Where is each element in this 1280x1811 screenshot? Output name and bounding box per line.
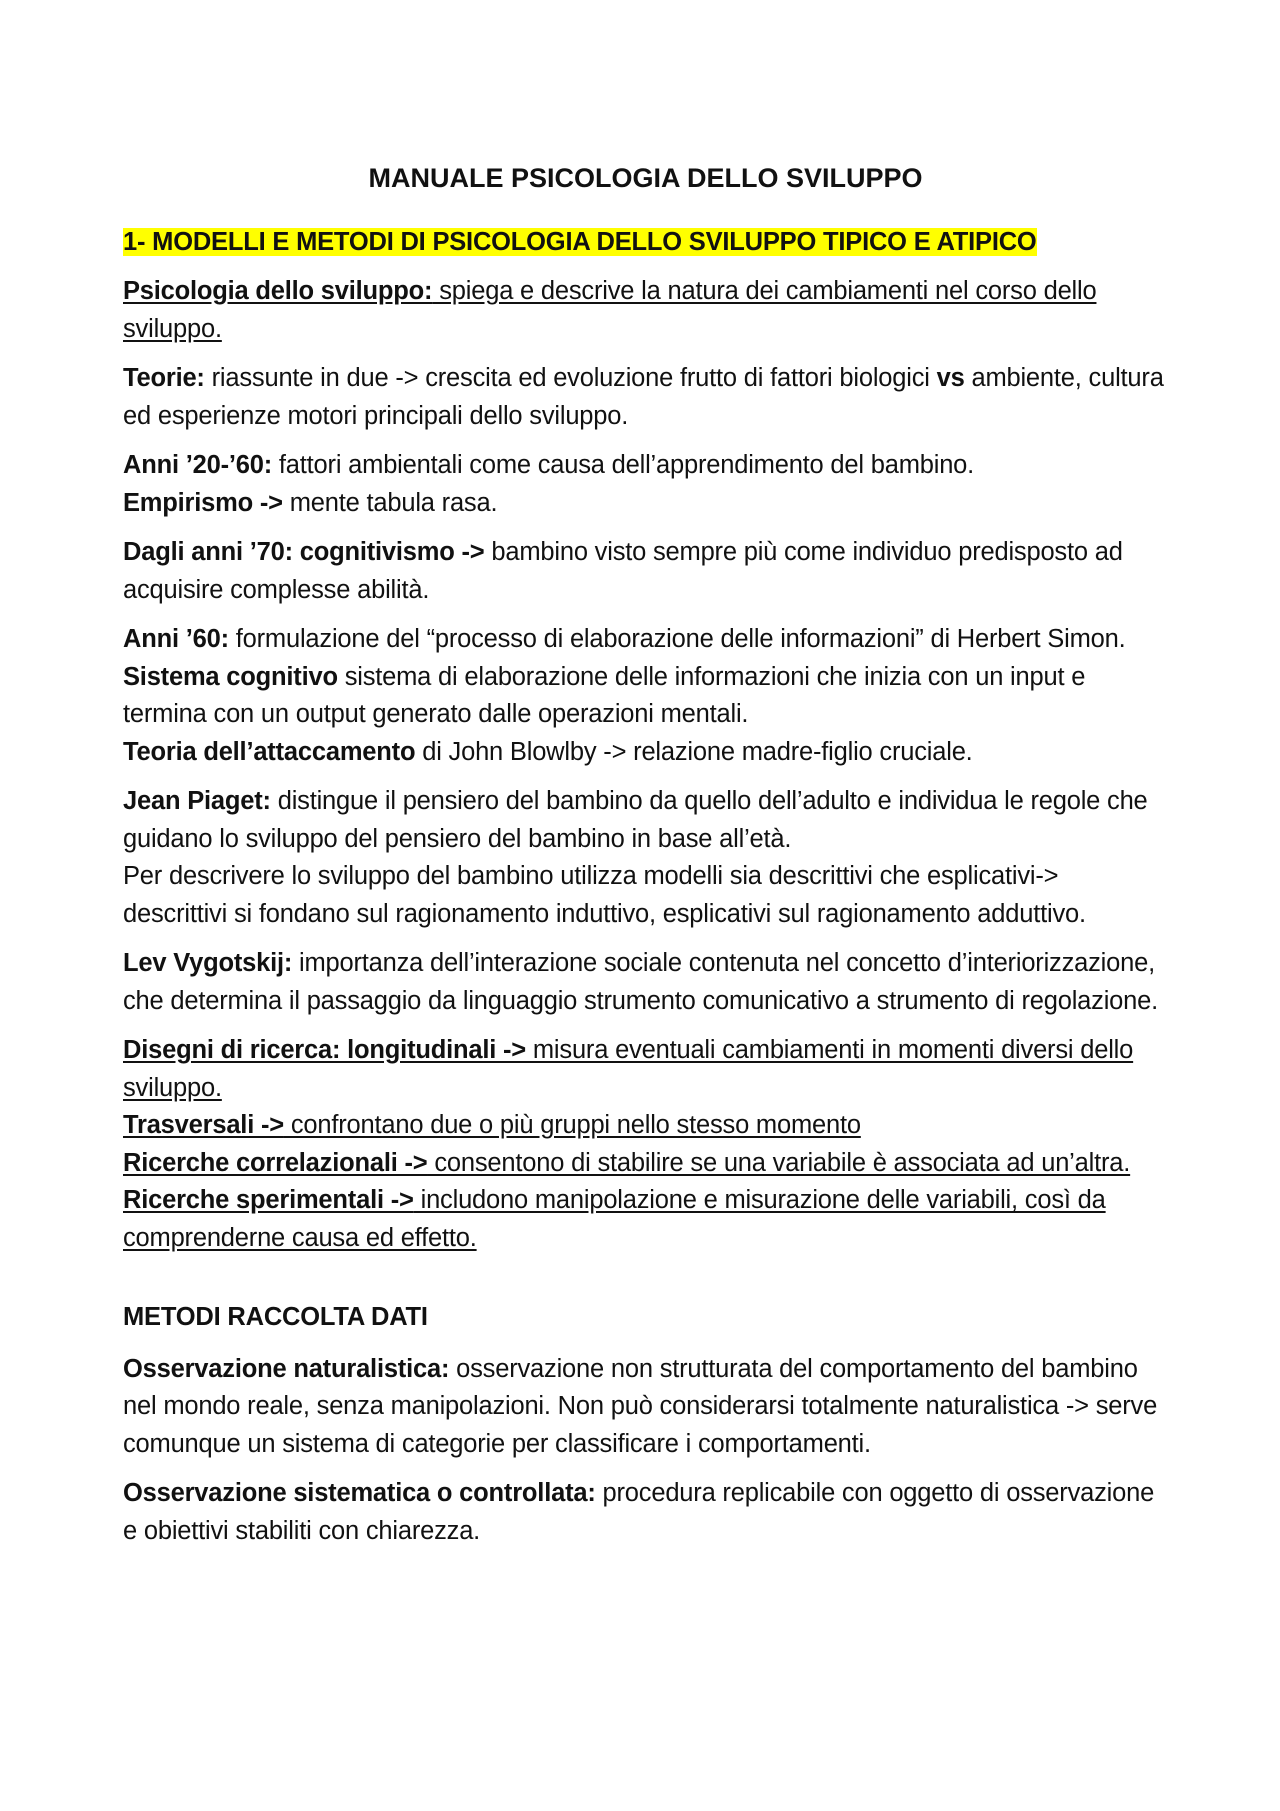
term-label: Anni ’60:	[123, 625, 229, 653]
document-body	[123, 150, 1168, 1562]
term-label: Osservazione sistematica o controllata:	[123, 1479, 596, 1507]
term-label: Teorie:	[123, 364, 205, 392]
term-label: Anni ’20-’60:	[123, 451, 273, 479]
paragraph-sistematica: Osservazione sistematica o controllata: procedura replicabile con oggetto di osservazione e obiettivi stabiliti con chiarezza.	[123, 1479, 1155, 1545]
paragraph-dagli-anni-70: Dagli anni ’70: cognitivismo -> bambino visto sempre più come individuo predisposto ad acquisire complesse abilità.	[123, 538, 1123, 604]
paragraph-vygotskij: Lev Vygotskij: importanza dell’interazione sociale contenuta nel concetto d’interiorizzazione, che determina il passaggio da linguaggio strumento comunicativo a strumento di regolazione.	[123, 949, 1158, 1015]
section-heading	[123, 224, 1168, 262]
paragraph-naturalistica: Osservazione naturalistica: osservazione non strutturata del comportamento del bambino nel mondo reale, senza manipolazioni. Non può considerarsi totalmente naturalistica -> serve comunque un sistema di categorie per classificare i comportamenti.	[123, 1354, 1158, 1458]
term-label: Osservazione naturalistica:	[123, 1354, 450, 1383]
highlighted-heading: 1- MODELLI E METODI DI PSICOLOGIA DELLO SVILUPPO TIPICO E ATIPICO	[123, 227, 1037, 256]
term-label: Ricerche sperimentali ->	[123, 1186, 414, 1214]
term-label: Teoria dell’attaccamento	[123, 737, 416, 766]
paragraph-disegni-ricerca: Disegni di ricerca: longitudinali -> misura eventuali cambiamenti in momenti diversi dello sviluppo. Trasversali -> confrontano due o più gruppi nello stesso momento Ricerche correlazionali -> consentono di stabilire se una variabile è associata ad un’altra. Ricerche sperimentali -> includono manipolazione e misurazione delle variabili, così da comprenderne causa ed effetto.	[123, 1036, 1134, 1252]
paragraph-anni-60: Anni ’60: formulazione del “processo di elaborazione delle informazioni” di Herbert Simon. Sistema cognitivo sistema di elaborazione delle informazioni che inizia con un input e termina con un output generato dalle operazioni mentali. Teoria dell’attaccamento di John Blowlby -> relazione madre-figlio cruciale.	[123, 625, 1126, 766]
term-label: Psicologia dello sviluppo:	[123, 277, 433, 305]
paragraph-teorie: Teorie: riassunte in due -> crescita ed evoluzione frutto di fattori biologici vs ambiente, cultura ed esperienze motori principali dello sviluppo.	[123, 364, 1164, 430]
term-label: Empirismo ->	[123, 488, 283, 517]
term-label: Jean Piaget:	[123, 787, 271, 815]
paragraph-piaget: Jean Piaget: distingue il pensiero del bambino da quello dell’adulto e individua le regole che guidano lo sviluppo del pensiero del bambino in base all’età. Per descrivere lo sviluppo del bambino utilizza modelli sia descrittivi che esplicativi-> descrittivi si fondano sul ragionamento induttivo, esplicativi sul ragionamento adduttivo.	[123, 787, 1148, 928]
term-label: Dagli anni ’70: cognitivismo ->	[123, 538, 485, 566]
paragraph-psicologia: Psicologia dello sviluppo: spiega e descrive la natura dei cambiamenti nel corso dello sviluppo.	[123, 277, 1097, 343]
page-title: MANUALE PSICOLOGIA DELLO SVILUPPO	[368, 163, 923, 193]
paragraph-anni-20-60: Anni ’20-’60: fattori ambientali come causa dell’apprendimento del bambino. Empirismo -> mente tabula rasa.	[123, 451, 975, 517]
term-label: Trasversali ->	[123, 1111, 284, 1139]
term-label: Lev Vygotskij:	[123, 949, 293, 977]
subsection-heading: METODI RACCOLTA DATI	[123, 1303, 428, 1331]
term-label: Disegni di ricerca: longitudinali ->	[123, 1036, 526, 1064]
term-label: Ricerche correlazionali ->	[123, 1148, 428, 1177]
